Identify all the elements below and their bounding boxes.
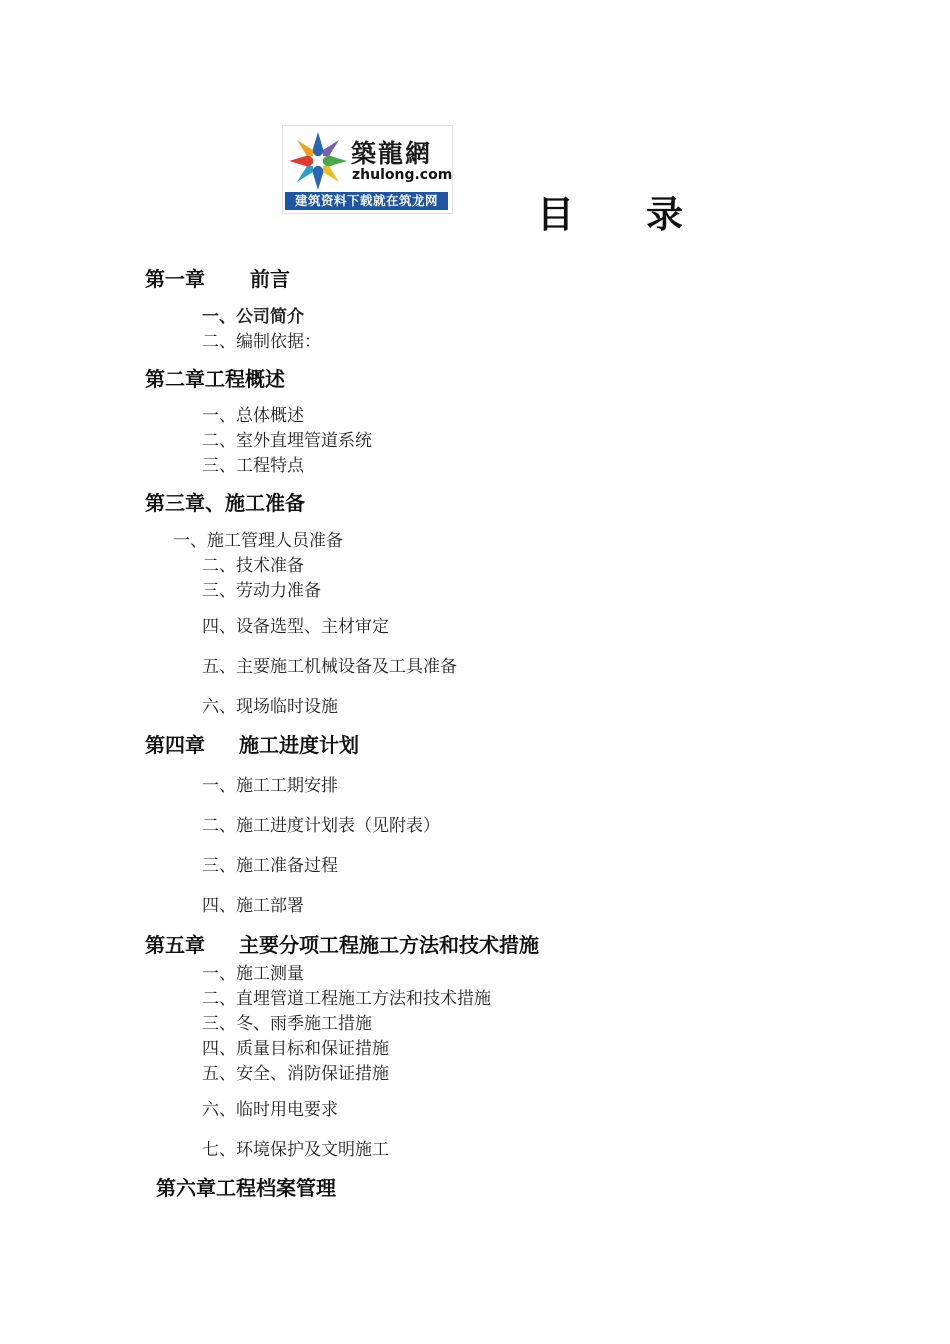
toc-item: 六、临时用电要求 [202, 1100, 338, 1120]
chapter-title: 施工进度计划 [239, 733, 359, 757]
chapter-title: 主要分项工程施工方法和技术措施 [239, 933, 539, 957]
chapter-3-heading [145, 487, 305, 516]
chapter-2-heading [145, 363, 285, 392]
toc-item: 三、冬、雨季施工措施 [202, 1014, 372, 1034]
toc-item: 一、施工测量 [202, 964, 304, 984]
toc-item: 六、现场临时设施 [202, 697, 338, 717]
toc-item: 一、公司简介 [202, 307, 304, 327]
toc-item: 四、施工部署 [202, 896, 304, 916]
toc-item: 五、安全、消防保证措施 [202, 1064, 389, 1084]
chapter-title: 前言 [250, 267, 290, 291]
toc-item: 三、劳动力准备 [202, 581, 321, 601]
chapter-number: 第二章 [145, 367, 205, 391]
chapter-title: 工程档案管理 [216, 1176, 336, 1200]
chapter-title: 工程概述 [205, 367, 285, 391]
chapter-number: 第五章 [145, 933, 205, 957]
logo-domain: zhulong.com [352, 167, 453, 183]
title-char-1: 目 [537, 193, 574, 236]
toc-item: 五、主要施工机械设备及工具准备 [202, 657, 457, 677]
title-char-2: 录 [646, 193, 683, 236]
toc-item: 一、施工管理人员准备 [173, 531, 343, 551]
toc-item: 二、技术准备 [202, 556, 304, 576]
toc-item: 三、施工准备过程 [202, 856, 338, 876]
toc-item: 三、工程特点 [202, 456, 304, 476]
toc-item: 一、总体概述 [202, 406, 304, 426]
toc-item: 二、编制依据： [202, 332, 321, 352]
toc-item: 一、施工工期安排 [202, 776, 338, 796]
toc-item: 二、直埋管道工程施工方法和技术措施 [202, 989, 491, 1009]
toc-item: 二、室外直埋管道系统 [202, 431, 372, 451]
zhulong-logo [282, 125, 453, 214]
chapter-1-heading [145, 263, 290, 292]
logo-name: 築龍網 [351, 139, 433, 168]
logo-slogan: 建筑资料下载就在筑龙网 [285, 192, 448, 210]
chapter-title: 、施工准备 [205, 491, 305, 515]
chapter-4-heading [145, 729, 359, 758]
toc-item: 四、设备选型、主材审定 [202, 617, 389, 637]
toc-item: 二、施工进度计划表（见附表） [202, 816, 440, 836]
chapter-6-heading [156, 1172, 336, 1201]
toc-item: 七、环境保护及文明施工 [202, 1140, 389, 1160]
chapter-number: 第六章 [156, 1176, 216, 1200]
logo-star-icon [287, 130, 349, 192]
page-title [537, 184, 683, 238]
chapter-5-heading [145, 929, 539, 958]
chapter-number: 第一章 [145, 267, 205, 291]
chapter-number: 第三章 [145, 491, 205, 515]
toc-item: 四、质量目标和保证措施 [202, 1039, 389, 1059]
chapter-number: 第四章 [145, 733, 205, 757]
